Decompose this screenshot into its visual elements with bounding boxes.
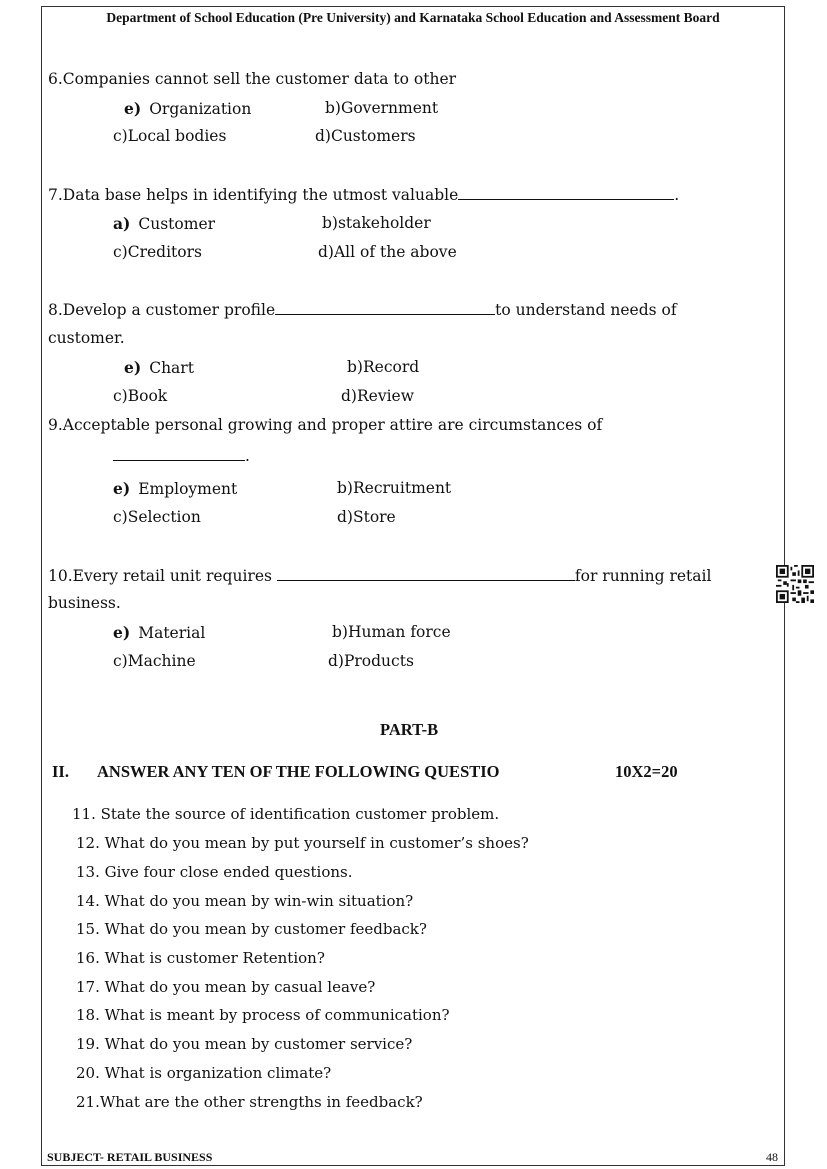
question-7-stem: 7.Data base helps in identifying the utmost valuable . [48,186,680,204]
question-9-option-b: b)Recruitment [337,479,452,497]
question-8-stem: 8.Develop a customer profile to understand needs of [48,301,677,319]
question-9-stem-line2: . [113,446,250,465]
question-8-option-b: b)Record [347,358,420,376]
question-8-option-d: d)Review [341,387,414,405]
answer-blank [277,566,575,581]
question-10-option-b: b)Human force [332,623,451,641]
question-7-option-c: c)Creditors [113,243,202,261]
question-12: 12. What do you mean by put yourself in customer’s shoes? [76,834,529,852]
question-10-option-a: e) Material [113,623,206,642]
question-11: 11. State the source of identification customer problem. [72,805,500,823]
question-6-stem: 6.Companies cannot sell the customer data to other [48,70,457,88]
section-marks: 10X2=20 [615,762,678,781]
question-10-stem-line2: business. [48,594,121,612]
question-15: 15. What do you mean by customer feedback? [76,920,427,938]
question-7-option-d: d)All of the above [318,243,457,261]
footer-subject: SUBJECT- RETAIL BUSINESS [47,1150,213,1164]
question-8-option-a: e) Chart [124,358,194,377]
question-9-option-a: e) Employment [113,479,238,498]
page-number: 48 [766,1150,778,1164]
question-13: 13. Give four close ended questions. [76,863,353,881]
question-8-stem-line2: customer. [48,329,125,347]
question-9-option-c: c)Selection [113,508,201,526]
question-18: 18. What is meant by process of communication? [76,1006,450,1024]
qr-code-icon [776,565,814,603]
section-number: II. [52,762,69,781]
question-7-option-a: a) Customer [113,214,216,233]
answer-blank [113,446,245,461]
question-9-stem: 9.Acceptable personal growing and proper attire are circumstances of [48,416,603,434]
question-8-option-c: c)Book [113,387,168,405]
question-10-stem: 10.Every retail unit requires for running retail [48,567,712,585]
question-6-option-b: b)Government [325,99,439,117]
question-9-option-d: d)Store [337,508,396,526]
page-header: Department of School Education (Pre University) and Karnataka School Education and Assessment Board [106,10,720,25]
question-6-option-c: c)Local bodies [113,127,227,145]
question-10-option-c: c)Machine [113,652,196,670]
section-instruction: ANSWER ANY TEN OF THE FOLLOWING QUESTIO [97,762,500,781]
question-20: 20. What is organization climate? [76,1064,332,1082]
question-16: 16. What is customer Retention? [76,949,325,967]
question-17: 17. What do you mean by casual leave? [76,978,376,996]
question-14: 14. What do you mean by win-win situation? [76,892,414,910]
question-21: 21.What are the other strengths in feedback? [76,1093,423,1111]
answer-blank [458,185,674,200]
answer-blank [275,300,495,315]
question-19: 19. What do you mean by customer service? [76,1035,413,1053]
question-10-option-d: d)Products [328,652,414,670]
question-6-option-d: d)Customers [315,127,416,145]
part-b-title: PART-B [380,720,439,739]
question-6-option-a: e) Organization [124,99,252,118]
question-7-option-b: b)stakeholder [322,214,431,232]
